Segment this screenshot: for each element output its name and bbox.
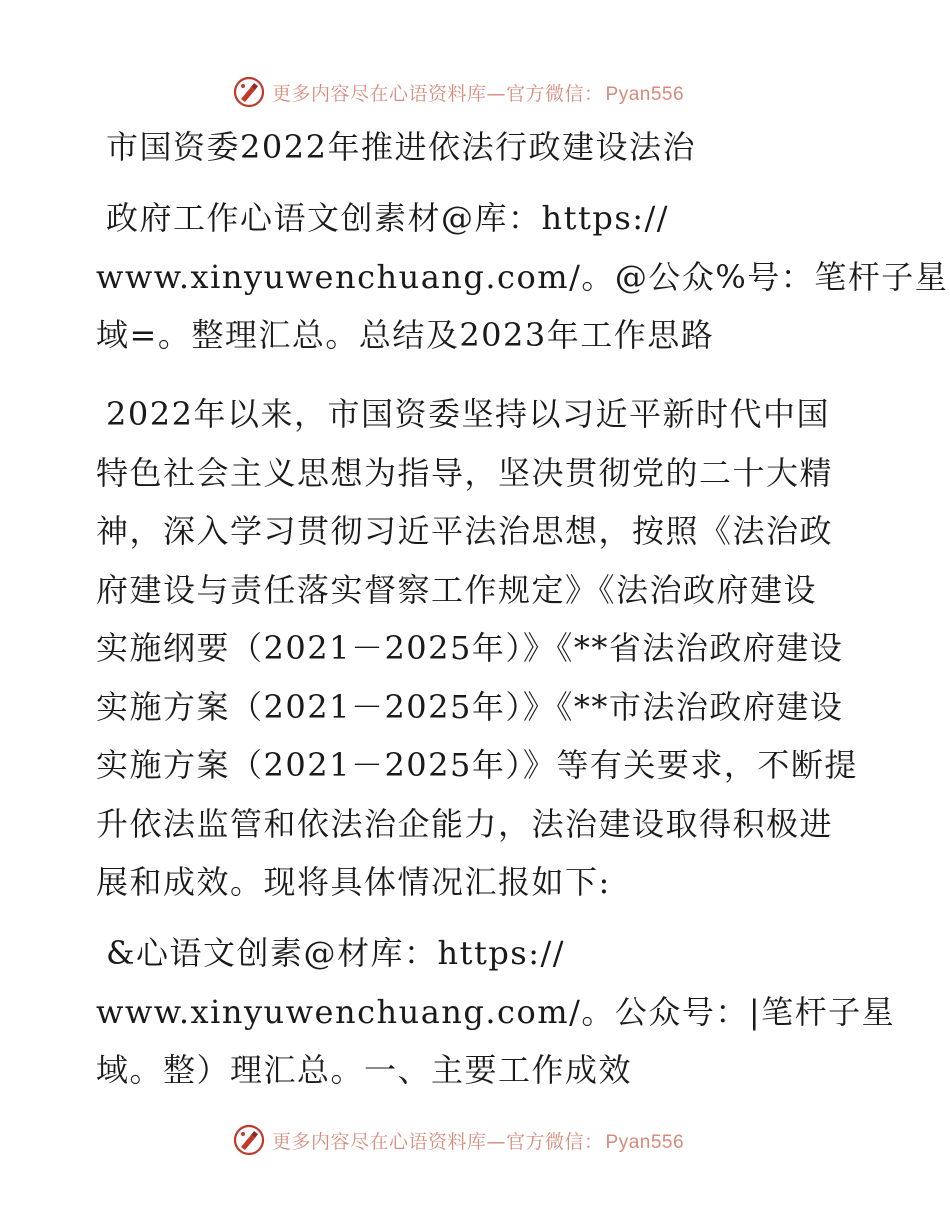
text-line: 市国资委2022年推进依法行政建设法治 xyxy=(106,128,696,166)
logo-icon xyxy=(232,75,266,109)
text-line: www.xinyuwenchuang.com/。公众号：|笔杆子星 xyxy=(96,992,896,1031)
text-line: 升依法监管和依法治企能力，法治建设取得积极进 xyxy=(96,804,834,843)
text-line: 政府工作心语文创素材@库：https:// xyxy=(106,199,670,237)
header-watermark-text xyxy=(272,79,684,106)
text-line: 神，深入学习贯彻习近平法治思想，按照《法治政 xyxy=(96,512,834,550)
text-line: www.xinyuwenchuang.com/。@公众%号：笔杆子星 xyxy=(96,257,949,296)
header-watermark-account: Pyan556 xyxy=(605,83,685,105)
header-watermark xyxy=(232,72,732,112)
text-line: 特色社会主义思想为指导，坚决贯彻党的二十大精 xyxy=(96,453,834,492)
text-line: 府建设与责任落实督察工作规定》《法治政府建设 xyxy=(96,570,818,609)
text-line: 实施纲要（2021－2025年）》《**省法治政府建设 xyxy=(96,629,844,667)
text-line: 实施方案（2021－2025年）》等有关要求，不断提 xyxy=(96,746,858,784)
text-line: 2022年以来，市国资委坚持以习近平新时代中国 xyxy=(106,395,830,433)
header-watermark-label: 更多内容尽在心语资料库—官方微信： xyxy=(272,82,604,105)
text-line: 域。整）理汇总。一、主要工作成效 xyxy=(96,1051,633,1089)
text-line: 展和成效。现将具体情况汇报如下: xyxy=(96,863,611,901)
footer-watermark xyxy=(232,1120,732,1160)
paragraph-source-note xyxy=(96,189,949,365)
paragraph-body xyxy=(96,385,866,912)
footer-watermark-account: Pyan556 xyxy=(605,1131,685,1153)
footer-watermark-label: 更多内容尽在心语资料库—官方微信： xyxy=(272,1130,604,1153)
logo-icon xyxy=(232,1123,266,1157)
text-line: 实施方案（2021－2025年）》《**市法治政府建设 xyxy=(96,687,844,726)
paragraph-title xyxy=(96,118,866,177)
footer-watermark-text xyxy=(272,1127,684,1154)
text-line: 域=。整理汇总。总结及2023年工作思路 xyxy=(96,316,715,354)
paragraph-section-heading xyxy=(96,924,896,1100)
text-line: &心语文创素@材库：https:// xyxy=(106,934,566,972)
